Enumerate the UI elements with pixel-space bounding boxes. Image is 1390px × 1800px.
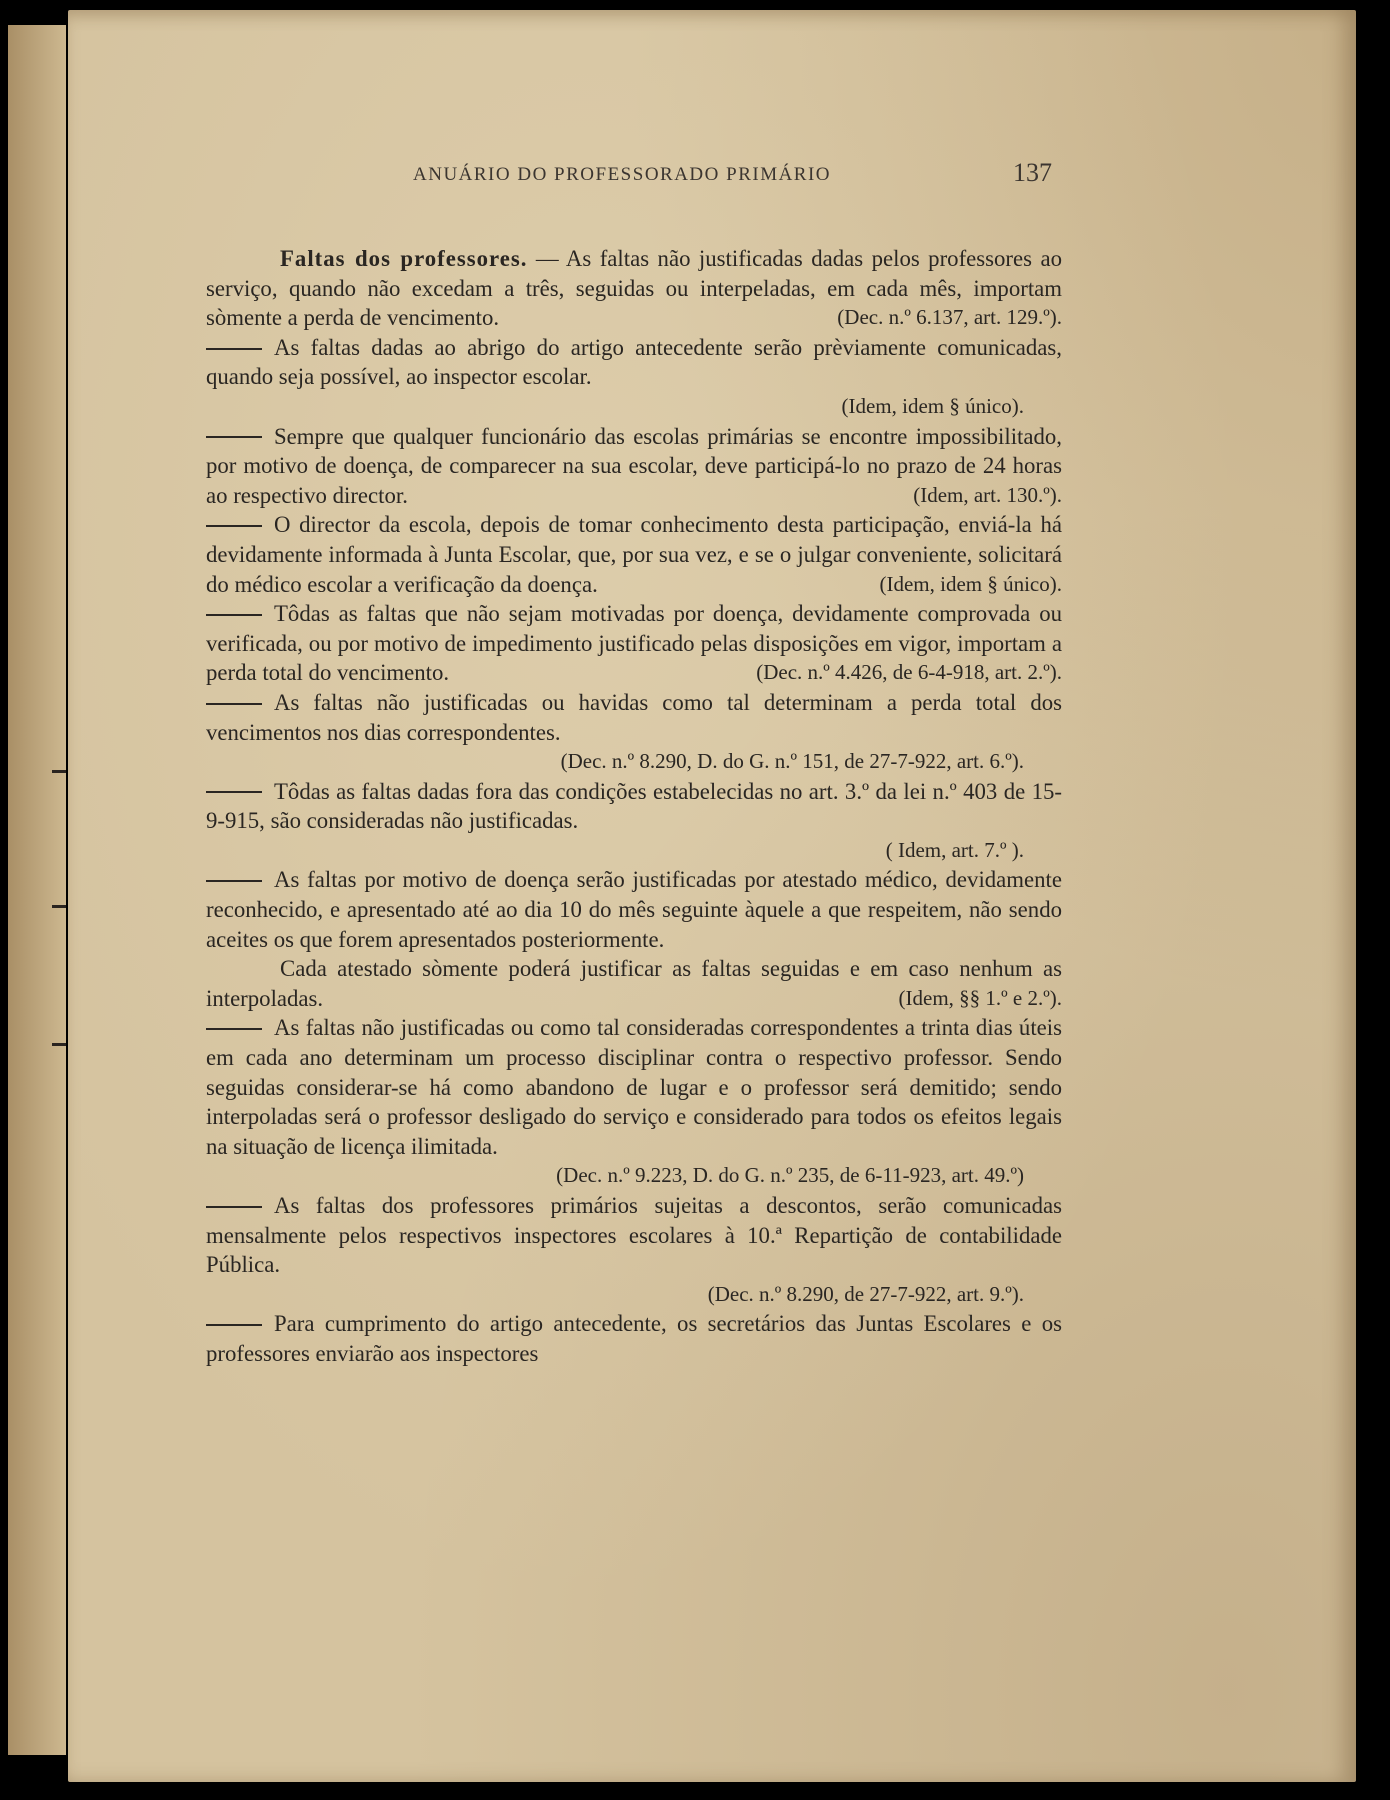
citation: (Idem, §§ 1.º e 2.º). — [898, 985, 1062, 1010]
dash-rule — [206, 791, 262, 793]
edge-mark — [52, 770, 66, 773]
citation: (Idem, idem § único). — [879, 571, 1062, 596]
paragraph — [206, 954, 1062, 1013]
citation: (Dec. n.º 6.137, art. 129.º). — [837, 305, 1062, 330]
edge-mark — [52, 1043, 66, 1046]
paragraph — [206, 688, 1062, 747]
citation: ( Idem, art. 7.º ). — [885, 837, 1024, 862]
paragraph-text: — As faltas não justificadas dadas pelos professores ao serviço, quando não excedam a três, seguidas ou interpeladas, em cada mês, importam sòmente a perda de vencimento. — [206, 246, 1062, 331]
paragraph-text: As faltas não justificadas ou como tal consideradas correspondentes a trinta dias úteis em cada ano determinam um processo disciplinar contra o respectivo professor. Sendo seguidas considerar-se há como abandono de lugar e o professor será demitido; sendo interpoladas será o professor desligado do serviço e considerado para todos os efeitos legais na situação de licença ilimitada. — [206, 1015, 1062, 1159]
paragraph — [206, 510, 1062, 599]
dash-rule — [206, 880, 262, 882]
paragraph-text: As faltas dadas ao abrigo do artigo antecedente serão prèviamente comunicadas, quando seja possível, ao inspector escolar. — [206, 334, 1062, 390]
edge-mark — [52, 905, 66, 908]
dash-rule — [206, 525, 262, 527]
paragraph-text: Cada atestado sòmente poderá justificar as faltas seguidas e em caso nenhum as interpoladas. — [206, 956, 1062, 1011]
paragraph — [206, 777, 1062, 836]
citation: (Idem, art. 130.º). — [913, 482, 1062, 507]
citation: (Idem, idem § único). — [841, 393, 1024, 418]
dash-rule — [206, 436, 262, 438]
paragraph-text: Tôdas as faltas dadas fora das condições estabelecidas no art. 3.º da lei n.º 403 de 15-9-915, são consideradas não justificadas. — [206, 778, 1062, 834]
paragraph-text: Para cumprimento do artigo antecedente, os secretários das Juntas Escolares e os professores enviarão aos inspectores — [206, 1311, 1062, 1366]
paragraph-text: Sempre que qualquer funcionário das escolas primárias se encontre impossibilitado, por motivo de doença, de comparecer na sua escolar, deve participá-lo no prazo de 24 horas ao respectivo director. — [206, 423, 1062, 508]
citation: (Dec. n.º 4.426, de 6-4-918, art. 2.º). — [756, 660, 1062, 685]
dash-rule — [206, 1028, 262, 1030]
paragraph — [206, 599, 1062, 688]
page-number: 137 — [1013, 158, 1052, 187]
page-body — [206, 244, 1062, 1369]
paragraph — [206, 1191, 1062, 1280]
citation: (Dec. n.º 9.223, D. do G. n.º 235, de 6-11-923, art. 49.º) — [556, 1163, 1024, 1188]
dash-rule — [206, 703, 262, 705]
dash-rule — [206, 348, 262, 350]
paragraph — [206, 333, 1062, 392]
paragraph — [206, 1309, 1062, 1368]
citation: (Dec. n.º 8.290, de 27-7-922, art. 9.º). — [707, 1281, 1024, 1306]
paragraph — [206, 865, 1062, 954]
paragraph-text: As faltas dos professores primários sujeitas a descontos, serão comunicadas mensalmente pelos respectivos inspectores escolares à 10.ª Repartição de contabilidade Pública. — [206, 1193, 1062, 1278]
section-heading: Faltas dos professores. — [280, 246, 528, 271]
paragraph-text: O director da escola, depois de tomar conhecimento desta participação, enviá-la há devidamente informada à Junta Escolar, que, por sua vez, e se o julgar conveniente, solicitará do médico escolar a verificação da doença. — [206, 512, 1062, 597]
paragraph-text: As faltas por motivo de doença serão justificadas por atestado médico, devidamente reconhecido, e apresentado até ao dia 10 do mês seguinte àquele a que respeitem, não sendo aceites os que forem apresentados posteriormente. — [206, 867, 1062, 952]
dash-rule — [206, 1206, 262, 1208]
left-page-edge — [8, 25, 66, 1755]
paragraph — [206, 1013, 1062, 1161]
book-page — [68, 10, 1356, 1782]
dash-rule — [206, 1324, 262, 1326]
running-title: ANUÁRIO DO PROFESSORADO PRIMÁRIO — [413, 164, 832, 185]
paragraph-faltas-dos-professores — [206, 244, 1062, 333]
citation: (Dec. n.º 8.290, D. do G. n.º 151, de 27-7-922, art. 6.º). — [560, 749, 1024, 774]
paragraph — [206, 422, 1062, 511]
dash-rule — [206, 614, 262, 616]
paragraph-text: Tôdas as faltas que não sejam motivadas por doença, devidamente comprovada ou verificada, ou por motivo de impedimento justificado pelas disposições em vigor, importam a perda total do vencimento. — [206, 601, 1062, 686]
paragraph-text: As faltas não justificadas ou havidas como tal determinam a perda total dos vencimentos nos dias correspondentes. — [206, 689, 1062, 745]
